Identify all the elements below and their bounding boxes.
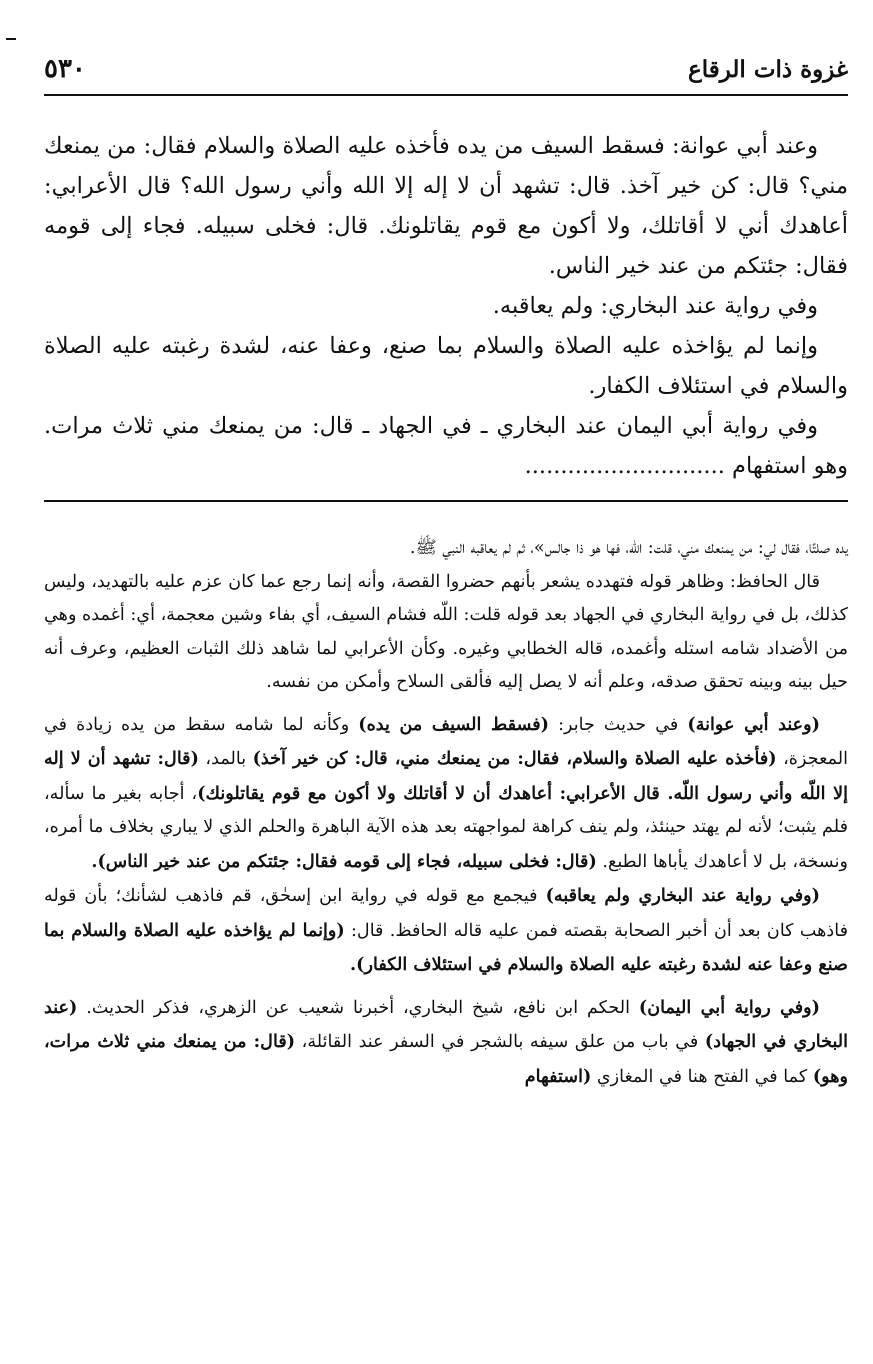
running-title: غزوة ذات الرقاع xyxy=(688,56,848,83)
commentary-text-run: في حديث جابر: xyxy=(549,714,688,735)
main-text xyxy=(44,126,848,486)
quoted-text: (وفي رواية أبي اليمان) xyxy=(638,996,820,1018)
quoted-text: (وفي رواية عند البخاري ولم يعاقبه) xyxy=(545,885,820,906)
commentary-paragraph-5 xyxy=(44,991,848,1095)
commentary-text-run: كما في الفتح هنا في المغازي xyxy=(591,1066,813,1087)
commentary-text-run: الحكم ابن نافع، شيخ البخاري، أخبرنا شعيب عن الزهري، فذكر الحديث. xyxy=(77,997,639,1018)
quoted-text: (قال: فخلى سبيله، فجاء إلى قومه فقال: جئتكم من عند خير الناس). xyxy=(91,850,597,872)
quoted-text: (استفهام xyxy=(524,1065,592,1087)
main-paragraph-4-text: وفي رواية أبي اليمان عند البخاري ـ في الجهاد ـ قال: من يمنعك مني ثلاث مرات. وهو استفهام xyxy=(44,413,848,479)
main-paragraph-4 xyxy=(44,406,848,486)
commentary-text-run: في باب من علق سيفه بالشجر في السفر عند القائلة، xyxy=(295,1032,705,1052)
commentary-text-run: ، أجابه بغير ما سأله، فلم يثبت؛ لأنه لم يهتد حينئذ، ولم ينف كراهة لمواجهته بعد هذه الآية الباهرة والحلم الذي لا يباري بخلاف ما أمره، ونسخة، بل لا أعاهدك يأباها الطبع. xyxy=(44,783,848,872)
commentary-text-run: فيجمع مع قوله في رواية ابن إسحٰق، قم فاذهب لشأنك؛ بأن قوله فاذهب كان بعد أن أخبر الصحابة بقصته فمن عليه قاله الحافظ. قال: xyxy=(44,886,848,941)
commentary-paragraph-1: يده صلتًا، فقال لي: من يمنعك مني، قلت: اللّه، فها هو ذا جالس»، ثم لم يعاقبه النبي ﷺ. xyxy=(409,538,848,558)
quoted-text: (قال: تشهد أن لا إله إلا اللّه وأني رسول اللّه. قال الأعرابي: أعاهدك أن لا أقاتلك ولا أكون مع قوم يقاتلونك) xyxy=(44,748,849,804)
commentary-paragraph-3 xyxy=(44,708,848,880)
quoted-text: (قال: من يمنعك مني ثلاث مرات، وهو) xyxy=(44,1031,848,1087)
main-paragraph-2: وفي رواية عند البخاري: ولم يعاقبه. xyxy=(492,293,818,319)
main-paragraph-3: وإنما لم يؤاخذه عليه الصلاة والسلام بما صنع، وعفا عنه، لشدة رغبته عليه الصلاة والسلام في استئلاف الكفار. xyxy=(44,333,848,399)
quoted-text: (فأخذه عليه الصلاة والسلام، فقال: من يمنعك مني، قال: كن خير آخذ) xyxy=(252,748,777,769)
quoted-text: (عند البخاري في الجهاد) xyxy=(44,996,848,1052)
page-edge-mark xyxy=(6,38,16,40)
commentary-text-run: بالمد، xyxy=(198,749,253,769)
page-header xyxy=(44,50,848,96)
commentary-text xyxy=(44,532,848,1094)
commentary-paragraph-2: قال الحافظ: وظاهر قوله فتهدده يشعر بأنهم حضروا القصة، وأنه إنما رجع عما كان عزم عليه بالتهديد، وليس كذلك، بل في رواية البخاري في الجهاد بعد قوله قلت: اللّه فشام السيف، أي بفاء وشين معجمة، أي: أغمده وهي من الأضداد شامه استله وأغمده، قاله الخطابي وغيره. وكأن الأعرابي لما شاهد ذلك الثبات العظيم، وعرف أنه حيل بينه وبينه تحقق صدقه، وعلم أنه لا يصل إليه فألقى السلاح وأمكن من نفسه. xyxy=(44,571,848,692)
book-page xyxy=(44,50,848,1350)
commentary-text-run: وكأنه لما شامه سقط من يده زيادة في المعجزة، xyxy=(44,714,848,769)
quoted-text: (فسقط السيف من يده) xyxy=(358,713,550,735)
continuation-dots: ............................ xyxy=(524,453,725,479)
footnote-separator xyxy=(44,500,848,502)
commentary-paragraph-4 xyxy=(44,879,848,983)
page-number: ٥٣٠ xyxy=(44,54,86,84)
quoted-text: (وإنما لم يؤاخذه عليه الصلاة والسلام بما صنع وعفا عنه لشدة رغبته عليه الصلاة والسلام في استئلاف الكفار). xyxy=(44,919,848,975)
main-paragraph-1: وعند أبي عوانة: فسقط السيف من يده فأخذه عليه الصلاة والسلام فقال: من يمنعك مني؟ قال: كن خير آخذ. قال: تشهد أن لا إله إلا الله وأني رسول الله؟ قال الأعرابي: أعاهدك أني لا أقاتلك، ولا أكون مع قوم يقاتلونك. قال: فخلى سبيله. فجاء إلى قومه فقال: جئتكم من عند خير الناس. xyxy=(44,133,848,279)
quoted-text: (وعند أبي عوانة) xyxy=(687,713,820,735)
